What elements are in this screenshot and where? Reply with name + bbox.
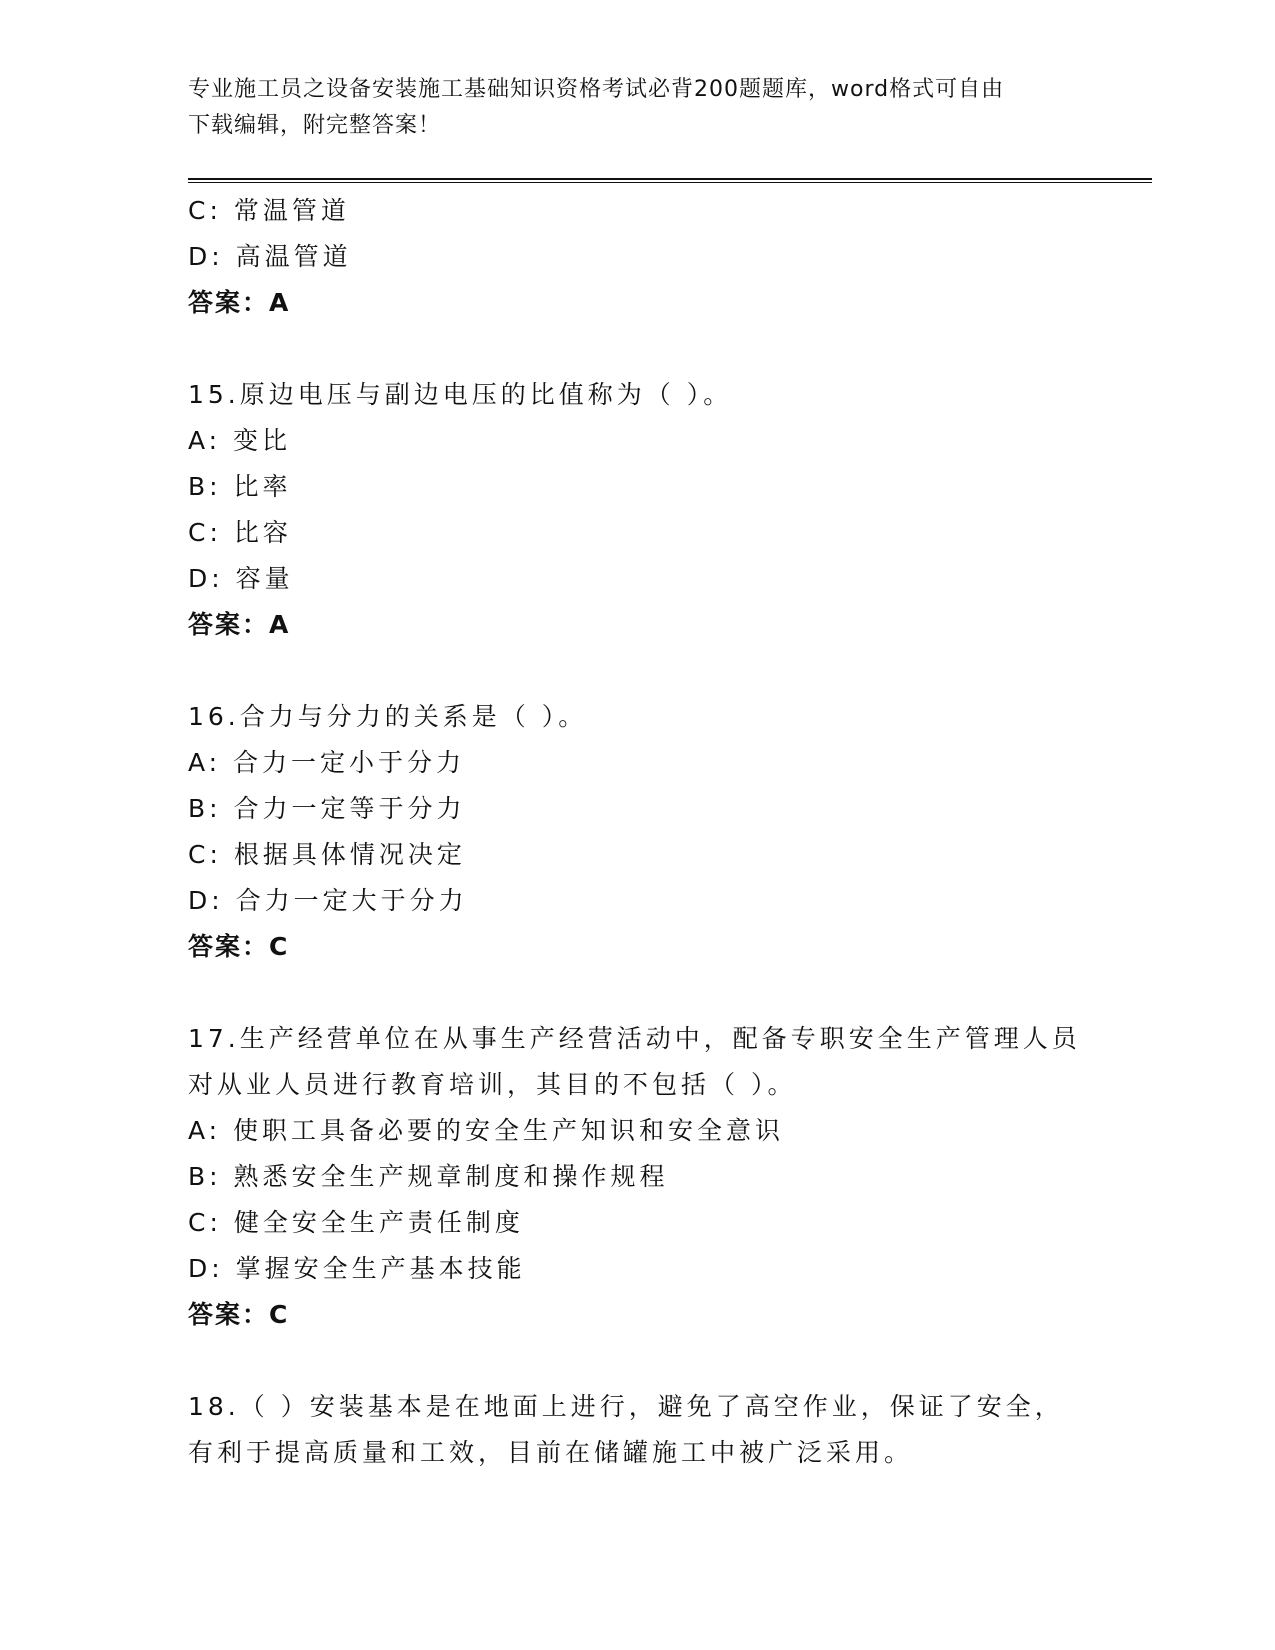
question-stem: 16.合力与分力的关系是（ ）。	[188, 702, 588, 731]
header-title-line-2: 下载编辑，附完整答案！	[188, 113, 442, 138]
option-a: A: 合力一定小于分力	[188, 748, 466, 777]
question-14-tail	[188, 188, 1088, 326]
question-stem-line-1: 17.生产经营单位在从事生产经营活动中，配备专职安全生产管理人员	[188, 1024, 1081, 1053]
question-list	[188, 188, 1088, 1476]
spacer	[188, 648, 1088, 694]
spacer	[188, 970, 1088, 1016]
option-c: C: 比容	[188, 518, 292, 547]
header-title-line-1: 专业施工员之设备安装施工基础知识资格考试必背200题题库，word格式可自由	[188, 77, 1005, 102]
option-d: D: 掌握安全生产基本技能	[188, 1254, 526, 1283]
question-stem-line-1: 18.（ ）安装基本是在地面上进行，避免了高空作业，保证了安全，	[188, 1392, 1064, 1421]
question-stem: 15.原边电压与副边电压的比值称为（ ）。	[188, 380, 733, 409]
question-15	[188, 372, 1088, 648]
option-d: D: 高温管道	[188, 242, 352, 271]
option-b: B: 合力一定等于分力	[188, 794, 466, 823]
spacer	[188, 326, 1088, 372]
answer: 答案：A	[188, 610, 291, 639]
document-header	[188, 72, 1088, 144]
option-c: C: 常温管道	[188, 196, 350, 225]
question-stem-line-2: 对从业人员进行教育培训，其目的不包括（ ）。	[188, 1070, 797, 1099]
option-b: B: 熟悉安全生产规章制度和操作规程	[188, 1162, 669, 1191]
option-c: C: 健全安全生产责任制度	[188, 1208, 524, 1237]
header-divider	[188, 178, 1152, 183]
option-c: C: 根据具体情况决定	[188, 840, 466, 869]
answer: 答案：C	[188, 932, 290, 961]
option-d: D: 合力一定大于分力	[188, 886, 468, 915]
option-d: D: 容量	[188, 564, 294, 593]
answer: 答案：C	[188, 1300, 290, 1329]
question-16	[188, 694, 1088, 970]
question-17	[188, 1016, 1088, 1338]
answer: 答案：A	[188, 288, 291, 317]
option-a: A: 使职工具备必要的安全生产知识和安全意识	[188, 1116, 785, 1145]
question-stem-line-2: 有利于提高质量和工效，目前在储罐施工中被广泛采用。	[188, 1438, 914, 1467]
option-b: B: 比率	[188, 472, 292, 501]
option-a: A: 变比	[188, 426, 292, 455]
question-18	[188, 1384, 1088, 1476]
spacer	[188, 1338, 1088, 1384]
